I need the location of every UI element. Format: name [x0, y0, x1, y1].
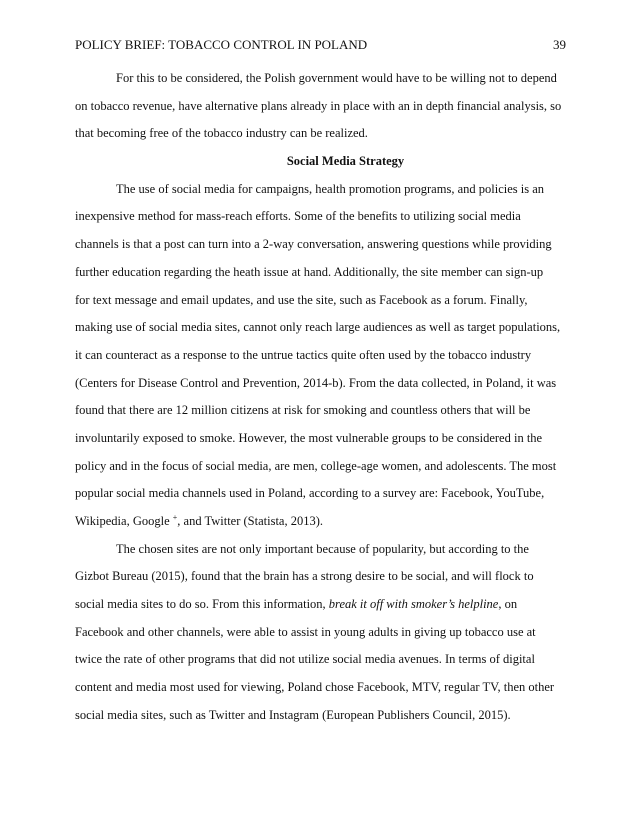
section-heading: Social Media Strategy	[286, 154, 405, 169]
text-line: (Centers for Disease Control and Prevention, 2014-b). From the data collected, in Poland, it was	[75, 375, 557, 390]
italic-title: break it off with smoker’s helpline	[328, 597, 499, 612]
text-line: popular social media channels used in Poland, according to a survey are: Facebook, YouTube,	[75, 486, 545, 501]
text-line	[75, 593, 570, 621]
text-line: Gizbot Bureau (2015), found that the brain has a strong desire to be social, and will flock to	[75, 569, 534, 584]
paragraph-3	[75, 538, 570, 732]
text-line: content and media most used for viewing, Poland chose Facebook, MTV, regular TV, then other	[75, 680, 555, 695]
text-line: further education regarding the heath issue at hand. Additionally, the site member can sign-up	[75, 264, 544, 279]
paragraph-1	[75, 67, 570, 150]
text-run: Wikipedia, Google	[75, 514, 173, 528]
text-line: policy and in the focus of social media, are men, college-age women, and adolescents. The most	[75, 458, 557, 473]
body-text	[75, 67, 570, 732]
text-line: it can counteract as a response to the untrue tactics quite often used by the tobacco industry	[75, 347, 532, 362]
text-line: for text message and email updates, and use the site, such as Facebook as a forum. Finally,	[75, 292, 528, 307]
text-line: making use of social media sites, cannot only reach large audiences as well as target populations,	[75, 320, 561, 335]
superscript: +	[172, 513, 178, 522]
text-line: The use of social media for campaigns, health promotion programs, and policies is an	[116, 181, 545, 196]
text-line: inexpensive method for mass-reach efforts. Some of the benefits to utilizing social media	[75, 209, 521, 224]
text-run: , on	[498, 597, 518, 612]
text-line: found that there are 12 million citizens at risk for smoking and countless others that will be	[75, 403, 531, 418]
page-number: 39	[553, 37, 566, 52]
text-line: that becoming free of the tobacco industry can be realized.	[75, 126, 368, 141]
running-head-title: POLICY BRIEF: TOBACCO CONTROL IN POLAND	[75, 37, 368, 52]
paragraph-2	[75, 178, 570, 538]
text-line: involuntarily exposed to smoke. However, the most vulnerable groups to be considered in the	[75, 430, 543, 445]
text-run: social media sites to do so. From this information,	[75, 597, 329, 612]
text-line	[75, 510, 570, 538]
text-line: Facebook and other channels, were able to assist in young adults in giving up tobacco use at	[75, 624, 536, 639]
text-line: For this to be considered, the Polish government would have to be willing not to depend	[116, 71, 557, 85]
text-line: on tobacco revenue, have alternative plans already in place with an in depth financial analysis, so	[75, 98, 562, 113]
text-line: social media sites, such as Twitter and Instagram (European Publishers Council, 2015).	[75, 707, 511, 722]
text-run: , and Twitter (Statista, 2013).	[177, 514, 324, 528]
text-line: twice the rate of other programs that did not utilize social media avenues. In terms of digital	[75, 652, 535, 667]
text-line: The chosen sites are not only important because of popularity, but according to the	[116, 541, 529, 556]
text-line: channels is that a post can turn into a 2-way conversation, answering questions while providing	[75, 237, 552, 252]
